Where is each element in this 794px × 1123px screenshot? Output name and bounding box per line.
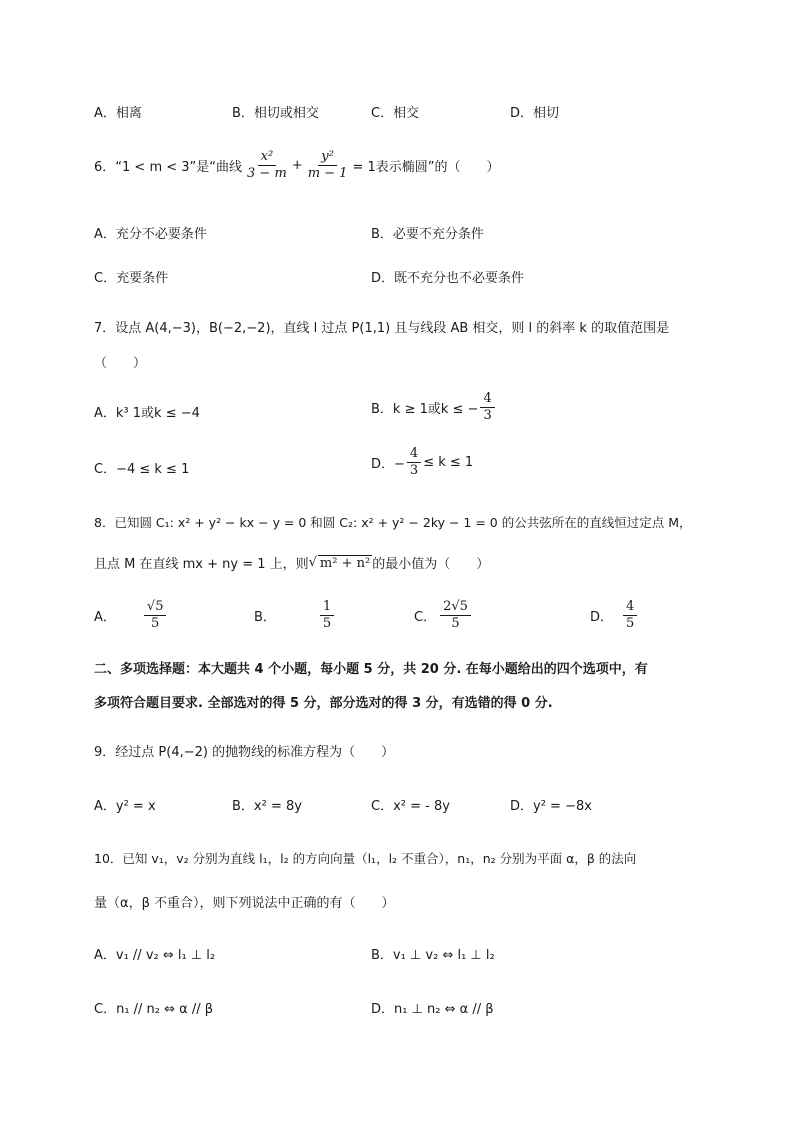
q7-option-d-fraction — [407, 447, 421, 479]
q6-option-c: C．充要条件 — [94, 271, 169, 286]
q8-option-d-label: D． — [590, 610, 614, 626]
q6-stem — [94, 150, 499, 182]
q6-plus: + — [291, 158, 303, 174]
q7-stem-line2: （ ） — [94, 356, 147, 371]
q5-option-c: C．相交 — [371, 106, 420, 121]
q8-option-a-num: √5 — [144, 600, 167, 616]
q10-option-c: C．n₁ // n₂ ⇔ α // β — [94, 1002, 214, 1017]
q7-option-b-text: B．k ≥ 1或k ≤ − — [371, 402, 479, 418]
q10-stem-line1: 10．已知 v₁，v₂ 分别为直线 l₁，l₂ 的方向向量（l₁，l₂ 不重合），n₁，n₂ 分别为平面 α，β 的法向 — [94, 851, 637, 866]
q9-option-d: D．y² = −8x — [510, 799, 592, 814]
q8-option-b-label: B． — [254, 610, 276, 626]
q8-option-d-den: 5 — [626, 616, 635, 632]
q7-stem-line1: 7．设点 A(4,−3)，B(−2,−2)，直线 l 过点 P(1,1) 且与线段 AB 相交，则 l 的斜率 k 的取值范围是 — [94, 321, 670, 336]
q7-option-b-fraction — [480, 392, 494, 424]
q7-option-d-post: ≤ k ≤ 1 — [423, 455, 474, 471]
q8-option-d — [590, 600, 639, 632]
q8-option-b-den: 5 — [322, 616, 332, 632]
q6-quote-open: “1 < m < 3”是“曲线 — [115, 160, 243, 176]
q7-option-d — [371, 447, 473, 479]
q10-option-d: D．n₁ ⊥ n₂ ⇔ α // β — [371, 1002, 494, 1017]
q7-option-b-num: 4 — [480, 392, 494, 408]
q9-option-b: B．x² = 8y — [232, 799, 302, 814]
q6-option-d: D．既不充分也不必要条件 — [371, 271, 525, 286]
q8-line2-post: 的最小值为（ ） — [372, 557, 490, 572]
q8-option-c-num: 2√5 — [440, 600, 471, 616]
section2-heading-line2: 多项符合题目要求. 全部选对的得 5 分，部分选对的得 3 分，有选错的得 0 分. — [94, 696, 553, 711]
q8-option-b — [254, 600, 336, 632]
q6-frac2-num: y² — [318, 150, 337, 166]
q8-option-a-fraction — [144, 600, 167, 632]
q10-option-b: B．v₁ ⊥ v₂ ⇔ l₁ ⊥ l₂ — [371, 948, 495, 963]
q8-option-b-num: 1 — [320, 600, 334, 616]
q8-sqrt-sign: √ — [308, 555, 317, 570]
q6-fraction-2 — [305, 150, 351, 182]
q8-stem-line1: 8．已知圆 C₁: x² + y² − kx − y = 0 和圆 C₂: x² + y² − 2ky − 1 = 0 的公共弦所在的直线恒过定点 M， — [94, 515, 692, 530]
q8-option-d-num: 4 — [623, 600, 637, 616]
q7-option-d-num: 4 — [407, 447, 421, 463]
q8-option-c-fraction — [440, 600, 471, 632]
q8-option-c-label: C． — [414, 610, 437, 626]
q6-number: 6． — [94, 160, 116, 176]
q6-fraction-1 — [244, 150, 290, 182]
q8-option-b-fraction — [320, 600, 334, 632]
section2-heading-line1: 二、多项选择题：本大题共 4 个小题，每小题 5 分，共 20 分. 在每小题给出的四个选项中，有 — [94, 662, 648, 677]
q8-option-a-den: 5 — [151, 616, 160, 632]
q6-frac2-den: m − 1 — [307, 166, 348, 182]
q7-option-d-text: D．− — [371, 457, 405, 473]
q6-tail: = 1表示椭圆”的（ ） — [352, 160, 500, 176]
q7-option-a: A．k³ 1或k ≤ −4 — [94, 406, 200, 421]
q9-option-c: C．x² = - 8y — [371, 799, 450, 814]
q6-frac1-num: x² — [258, 150, 277, 166]
q9-option-a: A．y² = x — [94, 799, 156, 814]
q7-option-d-den: 3 — [409, 463, 419, 479]
q10-stem-line2: 量（α，β 不重合），则下列说法中正确的有（ ） — [94, 896, 395, 911]
q7-option-b — [371, 392, 497, 424]
q7-option-b-den: 3 — [483, 408, 492, 424]
q6-option-a: A．充分不必要条件 — [94, 227, 207, 242]
q5-option-a: A．相离 — [94, 106, 142, 121]
q9-stem: 9．经过点 P(4,−2) 的抛物线的标准方程为（ ） — [94, 745, 395, 760]
q8-sqrt-body: m² + n² — [319, 555, 371, 571]
q8-stem-line2 — [94, 553, 489, 572]
q10-option-a: A．v₁ // v₂ ⇔ l₁ ⊥ l₂ — [94, 948, 216, 963]
q8-option-a-label: A． — [94, 610, 116, 626]
q8-option-c — [414, 600, 473, 632]
q6-option-b: B．必要不充分条件 — [371, 227, 484, 242]
q5-option-b: B．相切或相交 — [232, 106, 319, 121]
q8-option-a — [94, 600, 168, 632]
q6-frac1-den: 3 − m — [247, 166, 287, 182]
q5-option-d: D．相切 — [510, 106, 560, 121]
q8-line2-pre: 且点 M 在直线 mx + ny = 1 上，则 — [94, 557, 309, 572]
q7-option-c: C．−4 ≤ k ≤ 1 — [94, 462, 190, 477]
q8-option-c-den: 5 — [451, 616, 460, 632]
q8-option-d-fraction — [623, 600, 637, 632]
